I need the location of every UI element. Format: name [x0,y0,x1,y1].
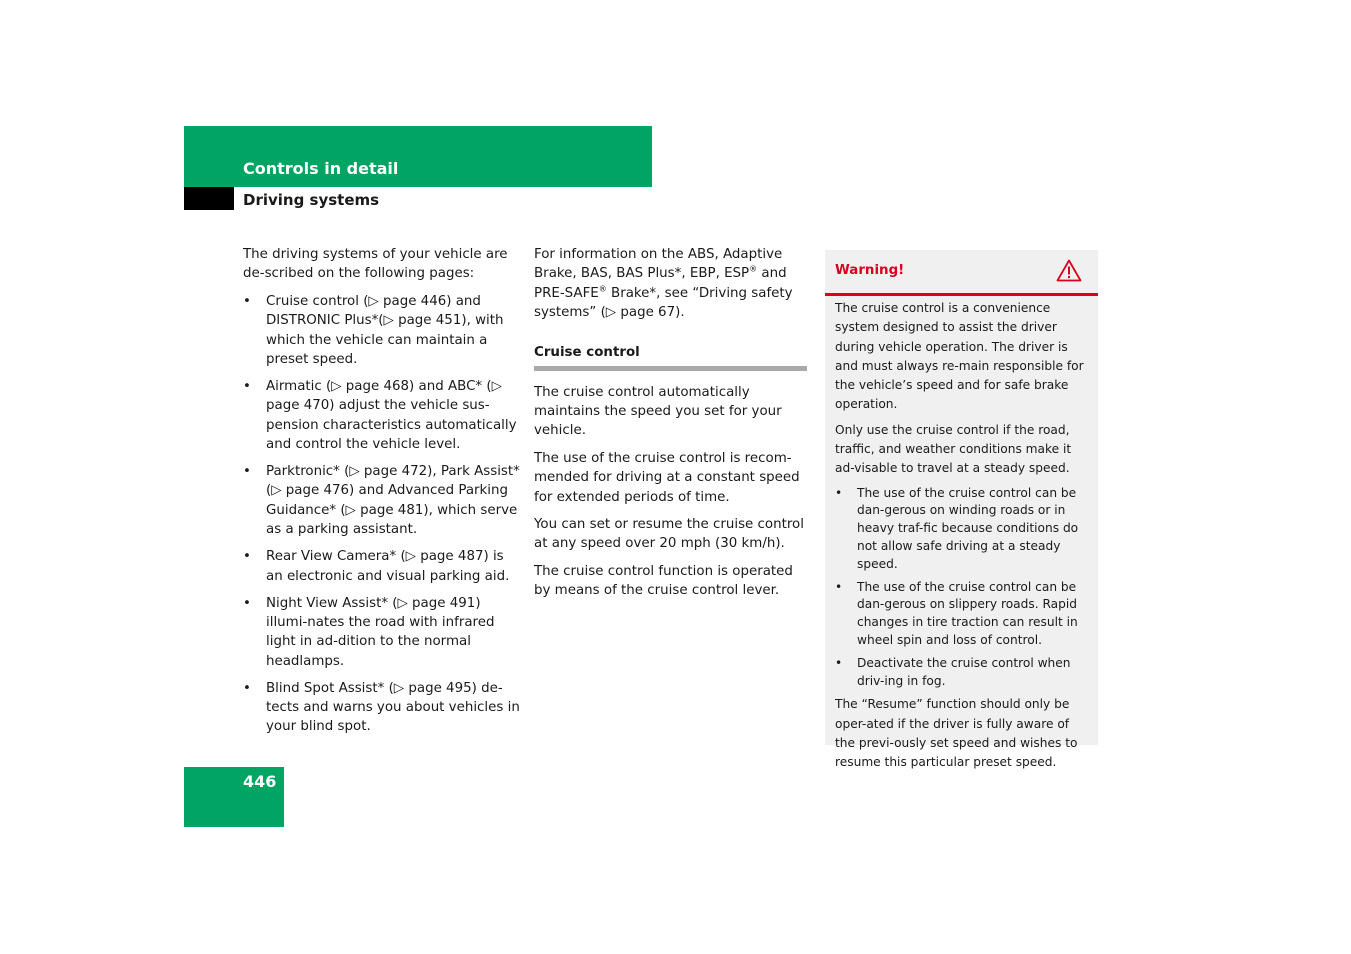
warning-header [825,250,1098,296]
systems-list [243,292,521,737]
header-tab-marker [184,187,234,210]
subsection-title: Driving systems [243,191,380,209]
warning-list [835,485,1088,691]
section-title: Controls in detail [243,159,399,178]
warning-list-item: • Deactivate the cruise control when driv-ing in fog. [835,655,1088,691]
warning-body [825,296,1098,773]
body-paragraph: The cruise control automatically maintains the speed you set for your vehicle. [534,384,782,439]
middle-column [534,245,807,609]
list-item: • Parktronic* (▷ page 472), Park Assist* (▷ page 476) and Advanced Parking Guidance* (▷ page 481), which serve as a parking assistant. [243,462,521,540]
list-item: • Rear View Camera* (▷ page 487) is an electronic and visual parking aid. [243,547,521,586]
warning-list-item: • The use of the cruise control can be dan-gerous on winding roads or in heavy traf-fic because conditions do not allow safe driving at a steady speed. [835,485,1088,574]
info-text: For information on the ABS, Adaptive Brake, BAS, BAS Plus*, EBP, ESP [534,247,783,282]
body-paragraph: The use of the cruise control is recom-mended for driving at a constant speed for extended periods of time. [534,450,800,505]
registered-mark: ® [749,264,758,274]
list-item: • Cruise control (▷ page 446) and DISTRONIC Plus*(▷ page 451), with which the vehicle can maintain a preset speed. [243,292,521,370]
list-item: • Airmatic (▷ page 468) and ABC* (▷ page 470) adjust the vehicle sus-pension characteristics automatically and control the vehicle level. [243,377,521,455]
info-text: Brake*, see “Driving safety systems” (▷ page 67). [534,285,793,321]
registered-mark: ® [598,284,607,294]
warning-paragraph: Only use the cruise control if the road, traffic, and weather conditions make it ad-visable to travel at a steady speed. [835,422,1072,476]
warning-list-item: • The use of the cruise control can be dan-gerous on slippery roads. Rapid changes in tire traction can result in wheel spin and loss of control. [835,579,1088,650]
body-paragraph: You can set or resume the cruise control at any speed over 20 mph (30 km/h). [534,517,804,552]
warning-triangle-icon [1056,259,1082,282]
warning-box [825,250,1098,770]
warning-closing: The “Resume” function should only be oper-ated if the driver is fully aware of the previ-ously set speed and wishes to resume this particular preset speed. [835,697,1078,770]
body-paragraph: The cruise control function is operated by means of the cruise control lever. [534,563,793,599]
warning-paragraph: The cruise control is a convenience system designed to assist the driver during vehicle operation. The driver is and must always re-main responsible for the vehicle’s speed and for safe brake operation. [835,301,1084,412]
safety-systems-paragraph [534,245,807,323]
warning-title: Warning! [835,263,905,278]
left-column [243,245,521,744]
list-item: • Blind Spot Assist* (▷ page 495) de-tects and warns you about vehicles in your blind spot. [243,679,521,737]
intro-paragraph: The driving systems of your vehicle are de-scribed on the following pages: [243,247,508,282]
list-item: • Night View Assist* (▷ page 491) illumi-nates the road with infrared light in ad-dition to the normal headlamps. [243,594,521,672]
info-text: and PRE-SAFE [534,266,787,301]
page-number: 446 [243,772,277,791]
cruise-control-heading: Cruise control [534,344,807,371]
